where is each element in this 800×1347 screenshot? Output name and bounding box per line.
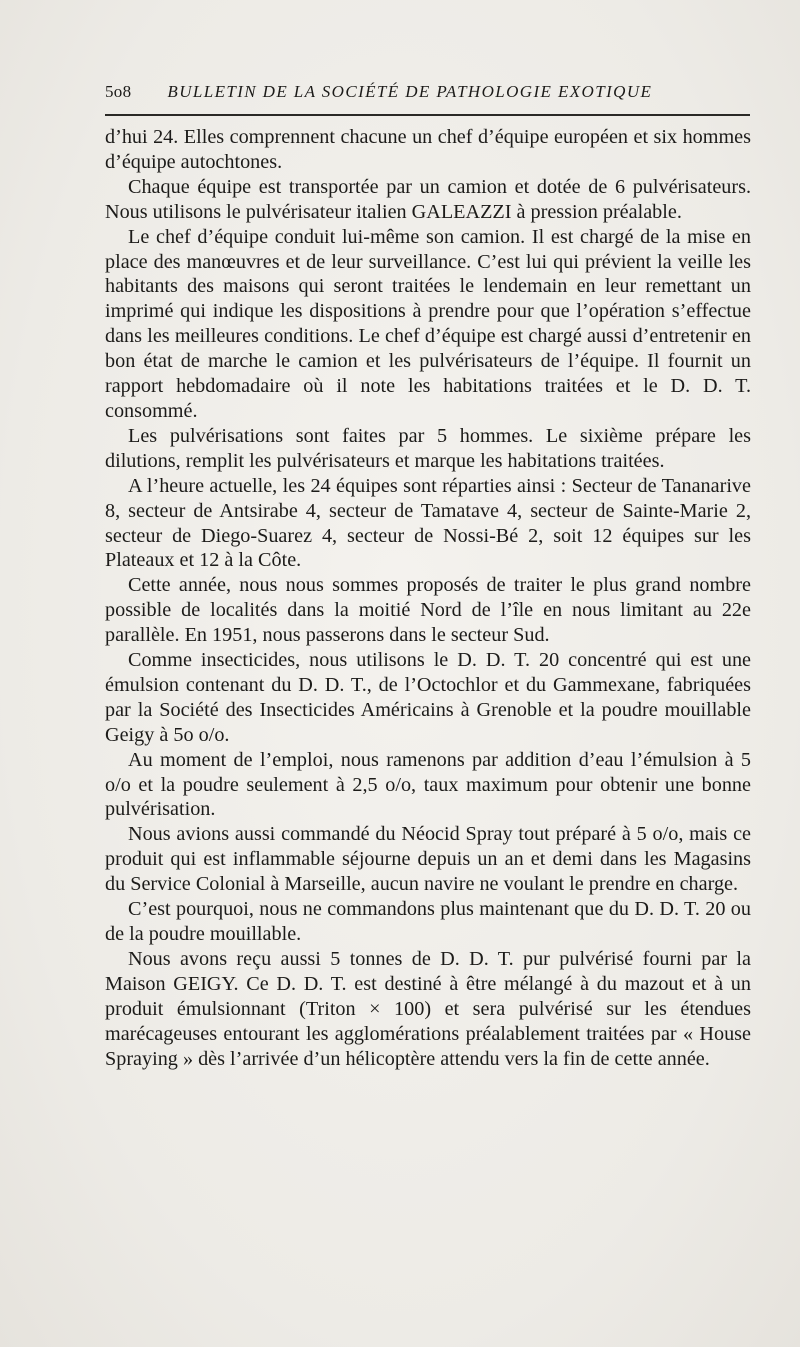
paragraph-neocid: Nous avions aussi commandé du Néocid Spray tout préparé à 5 o/o, mais ce produit qui est inflammable séjourne depuis un an et demi dans les Magasins du Service Colonial à Marseille, aucun navire ne voulant le prendre en charge.: [105, 823, 751, 896]
paragraph-sectors: A l’heure actuelle, les 24 équipes sont réparties ainsi : Secteur de Tananarive 8, secteur de Antsirabe 4, secteur de Tamatave 4, secteur de Sainte-Marie 2, secteur de Diego-Suarez 4, secteur de Nossi-Bé 2, soit 12 équipes sur les Plateaux et 12 à la Côte.: [105, 474, 751, 572]
paragraph-insecticides: Comme insecticides, nous utilisons le D. D. T. 20 concentré qui est une émulsion contenant du D. D. T., de l’Octochlor et du Gammexane, fabriquées par la Société des Insecticides Américains à Grenoble et la poudre mouillable Geigy à 5o o/o.: [105, 649, 751, 746]
running-head: [105, 82, 750, 108]
paragraph-spraying: Les pulvérisations sont faites par 5 hommes. Le sixième prépare les dilutions, remplit les pulvérisateurs et marque les habitations traitées.: [105, 424, 751, 472]
paragraph-teams: Chaque équipe est transportée par un camion et dotée de 6 pulvérisateurs. Nous utilisons le pulvérisateur italien GALEAZZI à pression préalable.: [105, 175, 751, 223]
header-rule: [105, 114, 750, 116]
paragraph-helicopter: Nous avons reçu aussi 5 tonnes de D. D. T. pur pulvérisé fourni par la Maison GEIGY. Ce D. D. T. est destiné à être mélangé à du mazout et à un produit émulsionnant (Triton × 100) et sera pulvérisé sur les étendues marécageuses entourant les agglomérations préalablement traitées par « House Spraying » dès l’arrivée d’un hélicoptère attendu vers la fin de cette année.: [105, 947, 751, 1070]
page-number: 5o8: [105, 82, 132, 101]
paragraph-continuation: d’hui 24. Elles comprennent chacune un chef d’équipe européen et six hommes d’équipe autochtones.: [105, 126, 751, 173]
paragraph-orders: C’est pourquoi, nous ne commandons plus maintenant que du D. D. T. 20 ou de la poudre mouillable.: [105, 898, 751, 945]
paragraph-team-leader: Le chef d’équipe conduit lui-même son camion. Il est chargé de la mise en place des manœuvres et de leur surveillance. C’est lui qui prévient la veille les habitants des maisons qui seront traitées le lendemain en leur remettant un imprimé qui indique les dispositions à prendre pour que l’opération s’effectue dans les meilleures conditions. Le chef d’équipe est chargé aussi d’entretenir en bon état de marche le camion et les pulvérisateurs de l’équipe. Il fournit un rapport hebdomadaire où il note les habitations traitées et le D. D. T. consommé.: [105, 225, 751, 422]
journal-title: BULLETIN DE LA SOCIÉTÉ DE PATHOLOGIE EXOTIQUE: [167, 82, 653, 101]
article-body: [105, 125, 751, 1071]
paragraph-this-year: Cette année, nous nous sommes proposés de traiter le plus grand nombre possible de localités dans la moitié Nord de l’île en nous limitant au 22e parallèle. En 1951, nous passerons dans le secteur Sud.: [105, 574, 751, 647]
paragraph-dilution: Au moment de l’emploi, nous ramenons par addition d’eau l’émulsion à 5 o/o et la poudre seulement à 2,5 o/o, taux maximum pour obtenir une bonne pulvérisation.: [105, 748, 751, 821]
